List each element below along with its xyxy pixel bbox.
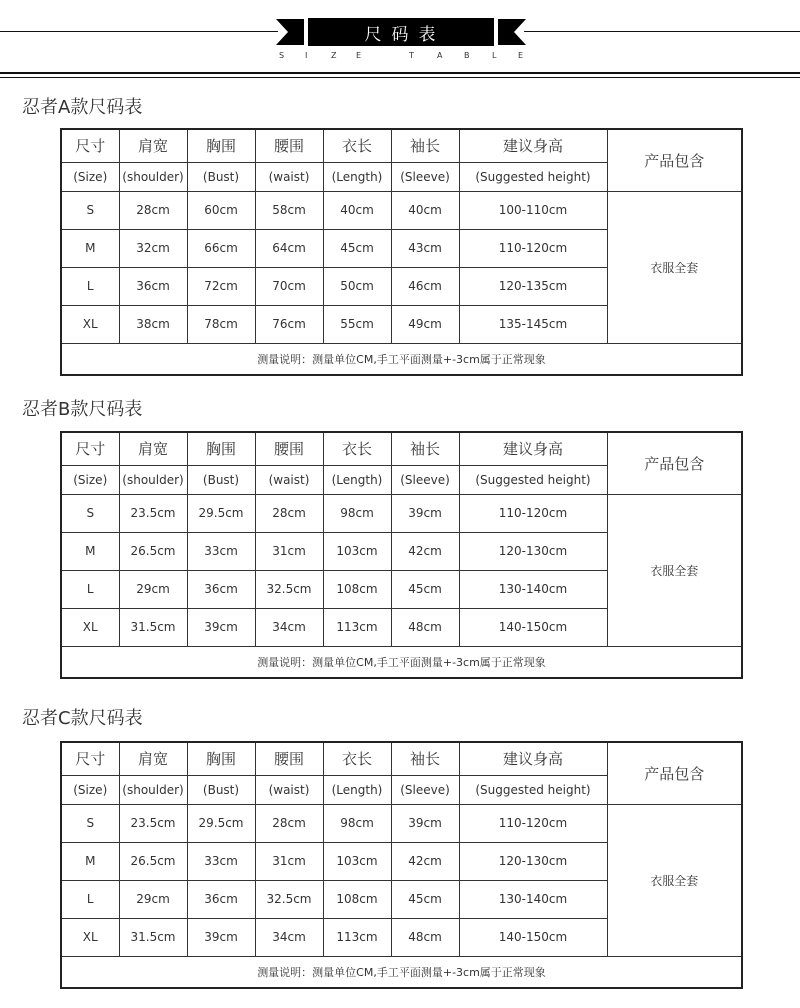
table-cell: 140-150cm: [459, 918, 607, 956]
col-header: 袖长: [391, 432, 459, 465]
table-cell: 120-130cm: [459, 532, 607, 570]
table-cell: 36cm: [187, 880, 255, 918]
table-cell: 43cm: [391, 229, 459, 267]
table-cell: 31.5cm: [119, 918, 187, 956]
banner-rule-thin: [0, 77, 800, 78]
table-cell: 23.5cm: [119, 804, 187, 842]
col-header-en: (Length): [323, 775, 391, 804]
table-cell: 40cm: [323, 191, 391, 229]
subtitle-letter: E: [518, 51, 524, 60]
table-cell: 130-140cm: [459, 880, 607, 918]
col-header: 腰围: [255, 742, 323, 775]
col-header-en: (Suggested height): [459, 465, 607, 494]
col-header: 尺寸: [61, 432, 119, 465]
col-header-en: (Length): [323, 162, 391, 191]
table-cell: 26.5cm: [119, 842, 187, 880]
col-header-en: (Bust): [187, 162, 255, 191]
table-cell: 31cm: [255, 532, 323, 570]
table-cell: 49cm: [391, 305, 459, 343]
table-cell: 98cm: [323, 494, 391, 532]
col-header-en: (waist): [255, 162, 323, 191]
header-banner: [0, 0, 800, 80]
col-header: 尺寸: [61, 742, 119, 775]
table-cell: 40cm: [391, 191, 459, 229]
col-header-en: (Size): [61, 775, 119, 804]
col-header-en: (shoulder): [119, 162, 187, 191]
note-row: [61, 646, 742, 678]
table-cell: M: [61, 532, 119, 570]
table-cell: XL: [61, 918, 119, 956]
table-cell: 28cm: [255, 804, 323, 842]
table-cell: 135-145cm: [459, 305, 607, 343]
table-cell: 39cm: [391, 804, 459, 842]
header-row-cn: [61, 742, 742, 775]
note-row: [61, 956, 742, 988]
col-header-en: (Length): [323, 465, 391, 494]
package-cell: 衣服全套: [607, 494, 742, 646]
table-cell: L: [61, 570, 119, 608]
package-cell: 衣服全套: [607, 191, 742, 343]
table-cell: 36cm: [119, 267, 187, 305]
banner-right-arrow-icon: [496, 19, 526, 45]
col-header-package: 产品包含: [607, 742, 742, 804]
table-cell: 42cm: [391, 842, 459, 880]
table-cell: 100-110cm: [459, 191, 607, 229]
header-row-cn: [61, 129, 742, 162]
col-header: 建议身高: [459, 129, 607, 162]
table-cell: 28cm: [255, 494, 323, 532]
table-cell: M: [61, 229, 119, 267]
table-cell: 39cm: [391, 494, 459, 532]
size-table-c: [60, 741, 743, 989]
col-header: 建议身高: [459, 742, 607, 775]
table-cell: 98cm: [323, 804, 391, 842]
table-cell: L: [61, 267, 119, 305]
table-cell: 66cm: [187, 229, 255, 267]
table-cell: S: [61, 191, 119, 229]
col-header: 腰围: [255, 432, 323, 465]
table-cell: 113cm: [323, 608, 391, 646]
banner-rule-thick: [0, 72, 800, 74]
col-header-en: (Sleeve): [391, 775, 459, 804]
col-header-en: (shoulder): [119, 465, 187, 494]
table-cell: 32.5cm: [255, 570, 323, 608]
table-cell: 55cm: [323, 305, 391, 343]
size-table-a: [60, 128, 743, 376]
table-cell: 29cm: [119, 880, 187, 918]
banner-left-arrow-icon: [276, 19, 306, 45]
table-cell: 58cm: [255, 191, 323, 229]
table-cell: 110-120cm: [459, 229, 607, 267]
table-cell: 103cm: [323, 842, 391, 880]
col-header-en: (shoulder): [119, 775, 187, 804]
col-header-en: (waist): [255, 465, 323, 494]
col-header-package: 产品包含: [607, 129, 742, 191]
table-cell: 29.5cm: [187, 804, 255, 842]
table-cell: 45cm: [391, 570, 459, 608]
col-header: 肩宽: [119, 742, 187, 775]
size-table-b: [60, 431, 743, 679]
banner-title: 尺码表: [308, 18, 494, 46]
section-title-a: 忍者A款尺码表: [22, 97, 143, 118]
subtitle-letter: L: [492, 51, 497, 60]
table-cell: 28cm: [119, 191, 187, 229]
table-cell: 34cm: [255, 918, 323, 956]
table-cell: 42cm: [391, 532, 459, 570]
table-cell: 39cm: [187, 918, 255, 956]
measurement-note: 测量说明：测量单位CM,手工平面测量+-3cm属于正常现象: [61, 646, 742, 678]
measurement-note: 测量说明：测量单位CM,手工平面测量+-3cm属于正常现象: [61, 343, 742, 375]
table-cell: M: [61, 842, 119, 880]
table-cell: 31.5cm: [119, 608, 187, 646]
header-row-cn: [61, 432, 742, 465]
col-header: 衣长: [323, 432, 391, 465]
table-cell: 110-120cm: [459, 494, 607, 532]
col-header: 衣长: [323, 742, 391, 775]
table-cell: 130-140cm: [459, 570, 607, 608]
table-cell: 70cm: [255, 267, 323, 305]
table-cell: L: [61, 880, 119, 918]
col-header: 袖长: [391, 742, 459, 775]
table-cell: S: [61, 494, 119, 532]
table-cell: XL: [61, 608, 119, 646]
col-header: 建议身高: [459, 432, 607, 465]
table-cell: 29.5cm: [187, 494, 255, 532]
section-title-b: 忍者B款尺码表: [22, 399, 143, 420]
table-cell: 26.5cm: [119, 532, 187, 570]
table-cell: S: [61, 804, 119, 842]
table-cell: 72cm: [187, 267, 255, 305]
table-cell: 120-135cm: [459, 267, 607, 305]
table-cell: 64cm: [255, 229, 323, 267]
table-cell: 108cm: [323, 880, 391, 918]
table-cell: 60cm: [187, 191, 255, 229]
col-header-en: (Sleeve): [391, 465, 459, 494]
table-cell: 29cm: [119, 570, 187, 608]
table-cell: 32cm: [119, 229, 187, 267]
col-header: 胸围: [187, 129, 255, 162]
table-cell: 38cm: [119, 305, 187, 343]
table-cell: XL: [61, 305, 119, 343]
table-cell: 113cm: [323, 918, 391, 956]
table-cell: 78cm: [187, 305, 255, 343]
table-cell: 48cm: [391, 918, 459, 956]
table-cell: 31cm: [255, 842, 323, 880]
col-header-en: (Suggested height): [459, 775, 607, 804]
table-cell: 36cm: [187, 570, 255, 608]
package-cell: 衣服全套: [607, 804, 742, 956]
table-cell: 48cm: [391, 608, 459, 646]
col-header-en: (Size): [61, 162, 119, 191]
banner-left-line: [0, 31, 278, 32]
col-header: 胸围: [187, 432, 255, 465]
col-header-en: (Size): [61, 465, 119, 494]
col-header-en: (waist): [255, 775, 323, 804]
col-header: 肩宽: [119, 129, 187, 162]
col-header: 肩宽: [119, 432, 187, 465]
table-cell: 32.5cm: [255, 880, 323, 918]
table-cell: 45cm: [323, 229, 391, 267]
col-header: 尺寸: [61, 129, 119, 162]
table-cell: 76cm: [255, 305, 323, 343]
col-header: 衣长: [323, 129, 391, 162]
table-cell: 50cm: [323, 267, 391, 305]
subtitle-letter: Z: [331, 51, 337, 60]
table-row: [61, 191, 742, 229]
col-header-en: (Suggested height): [459, 162, 607, 191]
col-header: 胸围: [187, 742, 255, 775]
col-header-package: 产品包含: [607, 432, 742, 494]
table-cell: 45cm: [391, 880, 459, 918]
table-cell: 33cm: [187, 842, 255, 880]
col-header: 袖长: [391, 129, 459, 162]
col-header-en: (Bust): [187, 775, 255, 804]
col-header-en: (Sleeve): [391, 162, 459, 191]
table-cell: 46cm: [391, 267, 459, 305]
section-title-c: 忍者C款尺码表: [22, 708, 143, 729]
table-cell: 33cm: [187, 532, 255, 570]
note-row: [61, 343, 742, 375]
banner-right-line: [524, 31, 800, 32]
table-cell: 103cm: [323, 532, 391, 570]
table-cell: 140-150cm: [459, 608, 607, 646]
table-cell: 110-120cm: [459, 804, 607, 842]
table-cell: 39cm: [187, 608, 255, 646]
table-cell: 120-130cm: [459, 842, 607, 880]
table-cell: 108cm: [323, 570, 391, 608]
table-cell: 34cm: [255, 608, 323, 646]
table-row: [61, 804, 742, 842]
col-header-en: (Bust): [187, 465, 255, 494]
col-header: 腰围: [255, 129, 323, 162]
subtitle-letter: A: [437, 51, 443, 60]
measurement-note: 测量说明：测量单位CM,手工平面测量+-3cm属于正常现象: [61, 956, 742, 988]
subtitle-letter: B: [464, 51, 470, 60]
table-cell: 23.5cm: [119, 494, 187, 532]
subtitle-letter: T: [409, 51, 414, 60]
table-row: [61, 494, 742, 532]
subtitle-letter: E: [356, 51, 362, 60]
subtitle-letter: I: [305, 51, 308, 60]
subtitle-letter: S: [279, 51, 285, 60]
